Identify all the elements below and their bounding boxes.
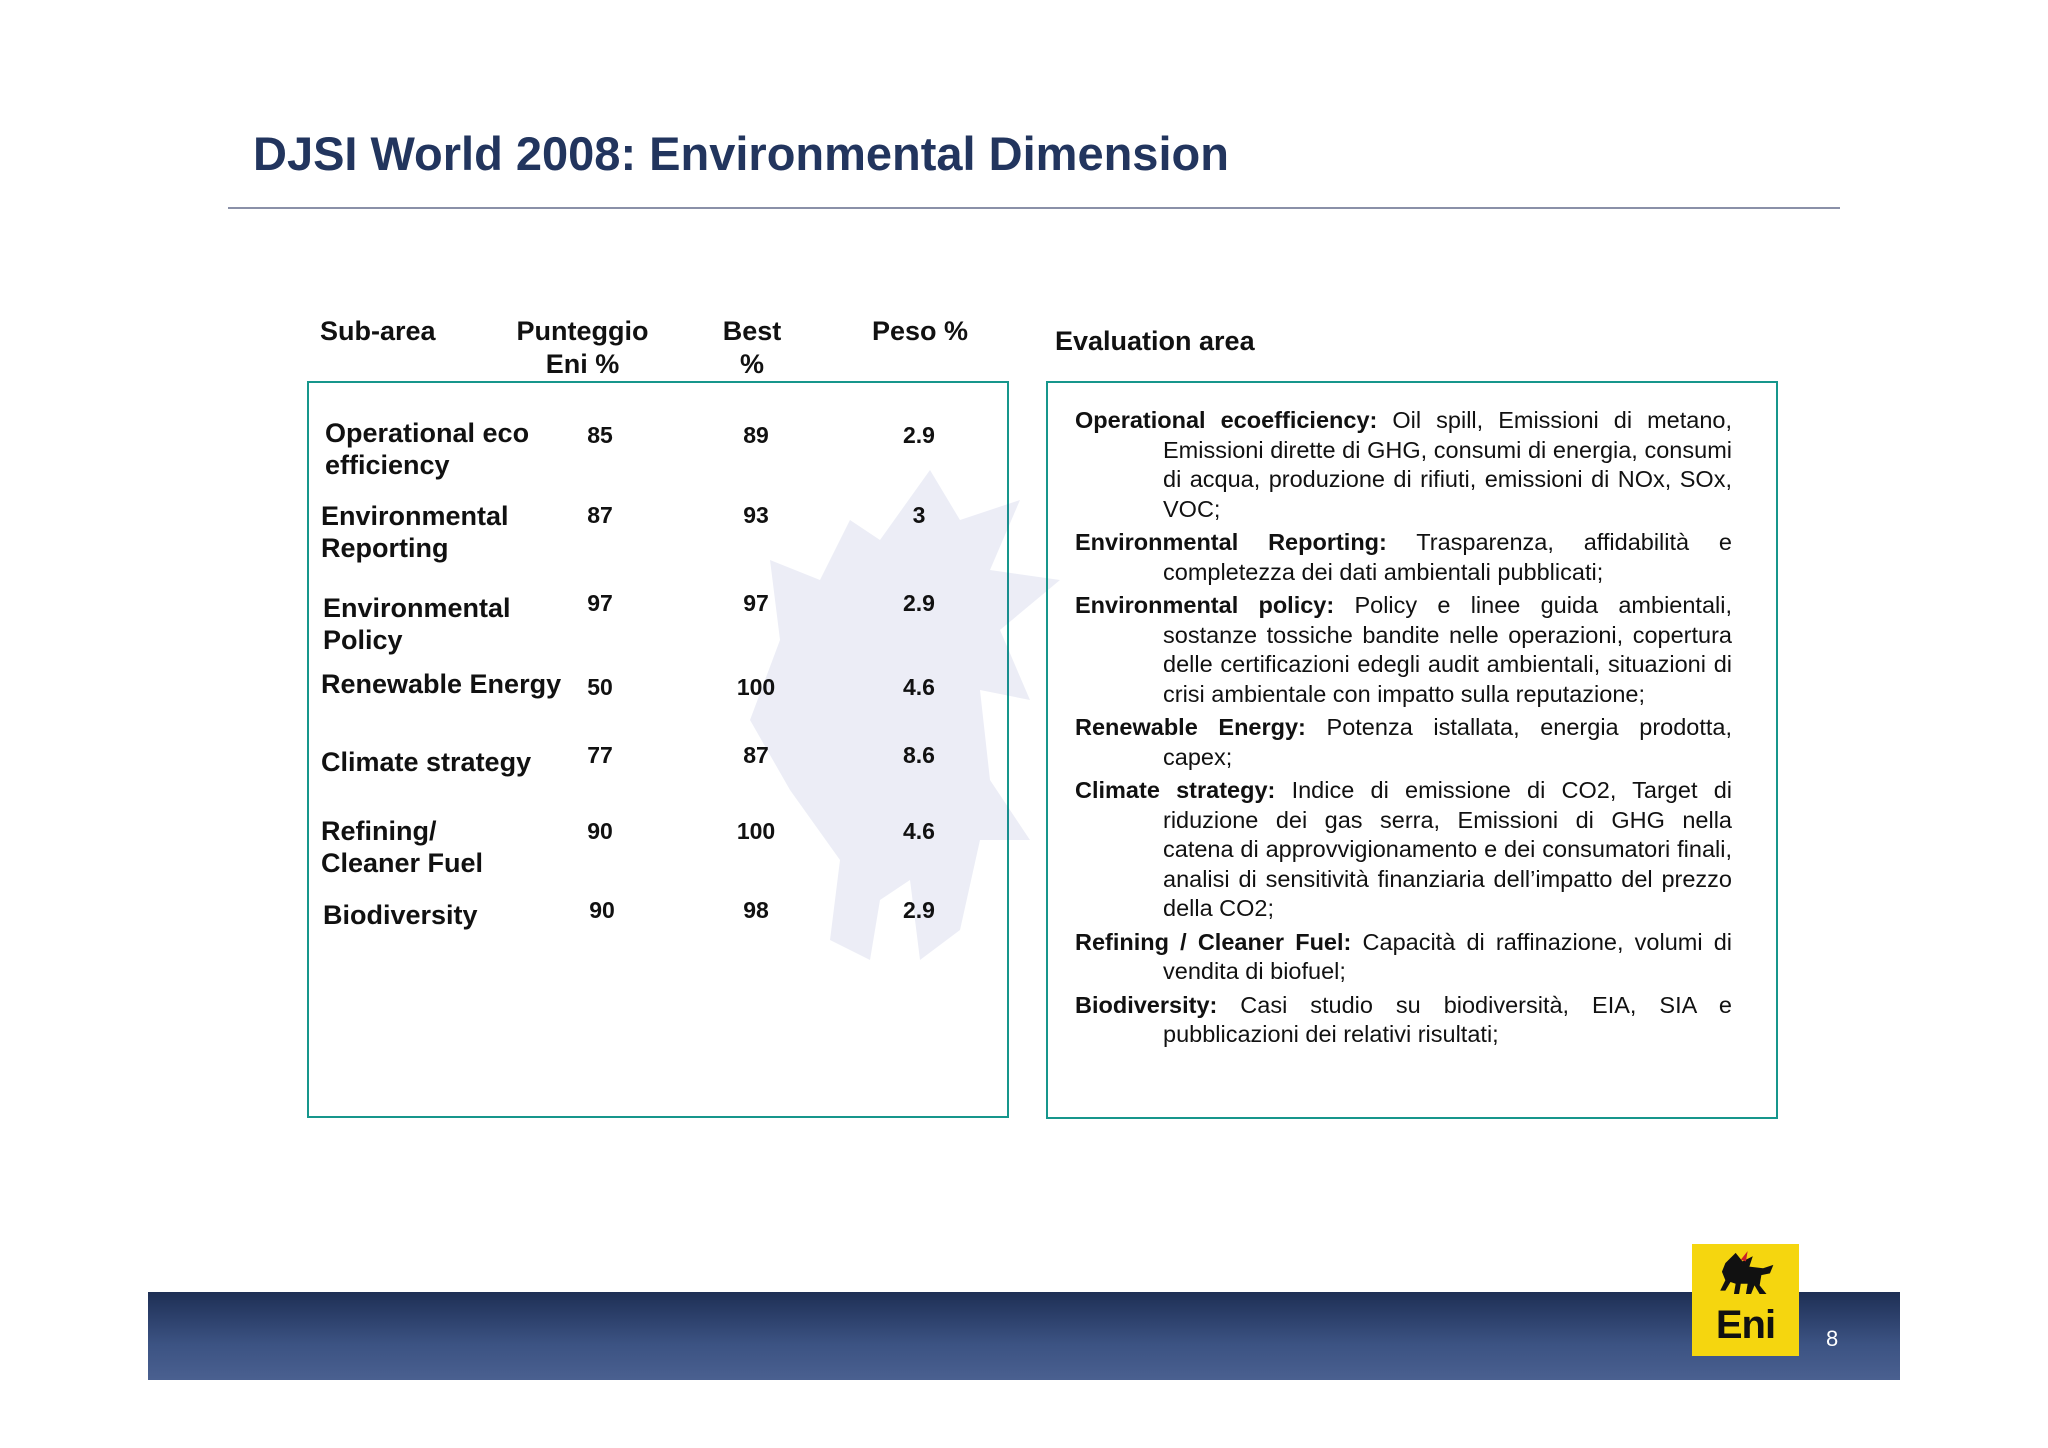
subarea-name-line: Refining/: [321, 816, 437, 846]
evaluation-text: Indice di emissione di CO2, Target di riduzione dei gas serra, Emissioni di GHG nella catena di approvvigionamento e dei consumatori finali, analisi di sensitività finanziaria dell’impatto del prezzo della CO2;: [1163, 777, 1732, 921]
evaluation-label: Biodiversity:: [1075, 991, 1218, 1018]
best-cell: 87: [743, 742, 769, 768]
subarea-biodiversity: [323, 899, 478, 931]
page-title: DJSI World 2008: Environmental Dimension: [253, 127, 1229, 180]
best-cell: 93: [743, 502, 769, 528]
subarea-name-line: Operational eco: [325, 418, 530, 448]
subarea-name-line: Climate strategy: [321, 747, 532, 777]
evaluation-label: Environmental Reporting:: [1075, 529, 1387, 555]
six-legged-dog-icon: [1692, 1246, 1799, 1306]
score-cell: 97: [587, 590, 613, 616]
best-cell: 98: [743, 897, 769, 923]
header-best: [700, 315, 804, 381]
evaluation-text: Capacità di raffinazione, volumi di vendita di biofuel;: [1163, 928, 1733, 984]
evaluation-item: [1075, 591, 1732, 709]
weight-cell: 3: [912, 502, 926, 528]
evaluation-text: Casi studio su biodiversità, EIA, SIA e pubblicazioni dei relativi risultati;: [1163, 991, 1732, 1047]
score-cell: 50: [587, 674, 613, 700]
title-divider: [228, 207, 1840, 209]
subarea-environmental-policy: [323, 592, 511, 656]
best-cell: 100: [736, 674, 776, 700]
header-best-line1: Best: [722, 316, 782, 346]
best-cell: 100: [736, 818, 776, 844]
best-cell: 97: [743, 590, 769, 616]
subarea-operational-eco-efficiency: [325, 417, 529, 481]
weight-cell: 2.9: [903, 897, 935, 923]
evaluation-label: Environmental policy:: [1075, 592, 1335, 618]
page-number: 8: [1826, 1326, 1839, 1351]
subarea-name-line: Reporting: [321, 533, 449, 563]
subarea-name-line: Environmental: [321, 501, 509, 531]
weight-cell: 4.6: [903, 818, 935, 844]
weight-cell: 2.9: [903, 590, 935, 616]
evaluation-label: Climate strategy:: [1075, 777, 1276, 803]
evaluation-label: Operational ecoefficiency:: [1075, 407, 1378, 433]
evaluation-text: Policy e linee guida ambientali, sostanze tossiche bandite nelle operazioni, copertura delle certificazioni edegli audit ambientali, situazioni di crisi ambientale con impatto sulla reputazione;: [1163, 592, 1732, 707]
score-cell: 90: [587, 818, 613, 844]
evaluation-item: [1075, 991, 1732, 1050]
weight-cell: 4.6: [903, 674, 935, 700]
subarea-name-line: Cleaner Fuel: [321, 848, 484, 878]
subarea-name-line: Renewable Energy: [321, 669, 562, 699]
subarea-climate-strategy: [321, 746, 531, 778]
subarea-name-line: efficiency: [325, 450, 450, 480]
best-cell: 89: [743, 422, 769, 448]
evaluation-item: [1075, 406, 1732, 524]
weight-cell: 8.6: [903, 742, 935, 768]
evaluation-item: [1075, 928, 1732, 987]
subarea-environmental-reporting: [321, 500, 509, 564]
header-subarea: Sub-area: [320, 316, 436, 346]
subarea-renewable-energy: [321, 668, 561, 700]
eni-logo-text: Eni: [1715, 1303, 1776, 1347]
header-best-line2: %: [739, 349, 764, 379]
weight-cell: 2.9: [903, 422, 935, 448]
header-score-line2: Eni %: [545, 349, 620, 379]
header-score-line1: Punteggio: [516, 316, 649, 346]
header-evaluation: Evaluation area: [1055, 326, 1255, 356]
evaluation-label: Refining / Cleaner Fuel:: [1075, 928, 1352, 955]
eni-logo: [1692, 1244, 1799, 1356]
header-score: [500, 315, 665, 381]
subarea-refining-cleaner-fuel: [321, 815, 483, 879]
score-cell: 87: [587, 502, 613, 528]
footer-bar: [148, 1292, 1900, 1380]
evaluation-text: Trasparenza, affidabilità e completezza dei dati ambientali pubblicati;: [1163, 529, 1733, 585]
subarea-name-line: Policy: [323, 625, 403, 655]
evaluation-list: [1075, 406, 1732, 1054]
evaluation-item: [1075, 776, 1732, 924]
header-weight: Peso %: [871, 316, 969, 346]
subarea-name-line: Biodiversity: [323, 900, 478, 930]
subarea-name-line: Environmental: [323, 593, 511, 623]
evaluation-text: Oil spill, Emissioni di metano, Emissioni dirette di GHG, consumi di energia, consumi di acqua, produzione di rifiuti, emissioni di NOx, SOx, VOC;: [1163, 407, 1733, 522]
evaluation-label: Renewable Energy:: [1075, 714, 1306, 740]
score-cell: 77: [587, 742, 613, 768]
evaluation-text: Potenza istallata, energia prodotta, capex;: [1163, 714, 1733, 770]
evaluation-item: [1075, 713, 1732, 772]
score-cell: 90: [589, 897, 615, 923]
evaluation-item: [1075, 528, 1732, 587]
score-cell: 85: [587, 422, 613, 448]
